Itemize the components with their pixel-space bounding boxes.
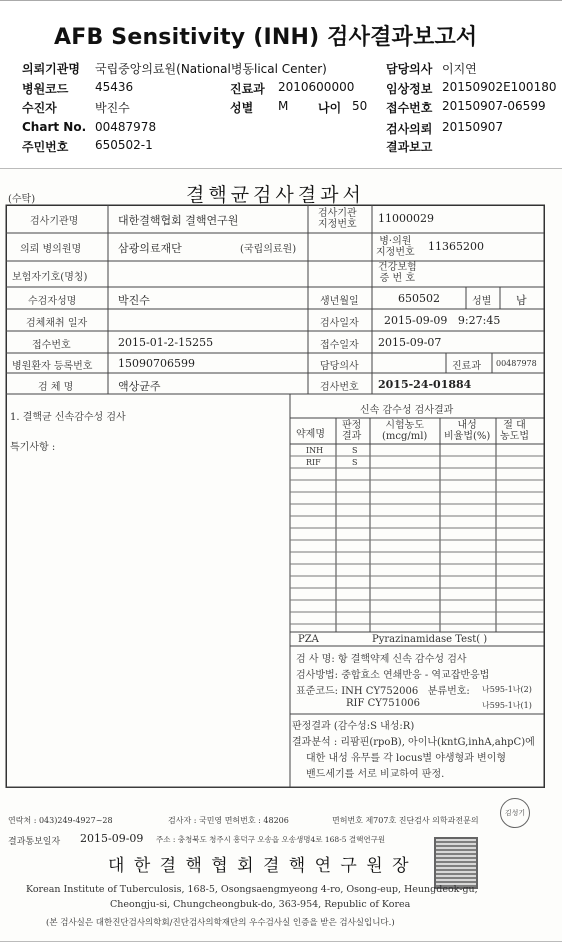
ins-cert-label: 건강보험 증 번 호 bbox=[378, 262, 417, 284]
header-drug: 약제명 bbox=[296, 429, 325, 440]
lab-code-value: 11000029 bbox=[378, 212, 434, 225]
method-line: 검사방법: 중합효소 연쇄반응 - 역교잡반응법 bbox=[296, 670, 490, 681]
chart-label: Chart No. bbox=[22, 120, 87, 134]
lab-label: 검사기관명 bbox=[30, 216, 79, 227]
test-no-label: 검사번호 bbox=[320, 382, 359, 393]
form-sex-label: 성별 bbox=[472, 296, 492, 307]
request-date-label: 검사의뢰 bbox=[386, 122, 433, 136]
header-ratio: 내성 비율법(%) bbox=[444, 420, 491, 442]
address-en: Korean Institute of Tuberculosis, 168-5, Osongsaengmyeong 4-ro, Osong-eup, Heungdeok-gu, bbox=[26, 884, 478, 895]
hospital-code-label: 병원코드 bbox=[22, 82, 69, 96]
method-line: 결과분석 : 리팜핀(rpoB), 아이나(kntG,inhA,ahpC)에 bbox=[292, 737, 535, 748]
patient-value: 박진수 bbox=[95, 101, 130, 115]
dob-value: 650502 bbox=[398, 292, 440, 305]
chart-value: 00487978 bbox=[95, 120, 157, 134]
lab-code-label: 검사기관 지정번호 bbox=[318, 208, 357, 230]
test-item: 1. 결핵균 신속감수성 검사 bbox=[10, 412, 126, 423]
test-no-value: 2015-24-01884 bbox=[378, 378, 472, 391]
patient-label: 수진자 bbox=[22, 101, 57, 115]
clinical-value: 20150902E100180 bbox=[442, 80, 557, 94]
method-line: 검 사 명: 항 결핵약제 신속 감수성 검사 bbox=[296, 654, 467, 665]
hosp-code-label: 병·의원 지정번호 bbox=[376, 236, 415, 258]
dept-value: 2010600000 bbox=[278, 80, 355, 94]
ssn-label: 주민번호 bbox=[22, 140, 69, 154]
reg-no-label: 병원환자 등록번호 bbox=[12, 361, 93, 372]
address-en: Cheongju-si, Chungcheongbuk-do, 363-954, Republic of Korea bbox=[110, 899, 411, 910]
clinical-label: 임상정보 bbox=[386, 82, 433, 96]
method-line: 대한 내성 유무를 각 locus별 야생형과 변이형 bbox=[306, 753, 507, 764]
result-row-drug: INH bbox=[306, 446, 324, 455]
req-hosp-label: 의뢰 병의원명 bbox=[20, 244, 82, 255]
header-absolute: 절 대 농도법 bbox=[500, 420, 529, 442]
method-line: 밴드세기를 서로 비교하여 판정. bbox=[306, 769, 445, 780]
specimen-label: 검 체 명 bbox=[38, 382, 74, 393]
notify-label: 결과통보일자 bbox=[8, 837, 61, 847]
header-conc: 시험농도 (mcg/ml) bbox=[382, 420, 428, 442]
accept-no-label: 접수번호 bbox=[32, 340, 71, 351]
result-label: 결과보고 bbox=[386, 140, 433, 154]
result-row-value: S bbox=[352, 458, 358, 467]
official-seal bbox=[434, 837, 478, 889]
specimen-value: 액상균주 bbox=[118, 380, 161, 393]
form-sex-value: 남 bbox=[516, 294, 527, 307]
test-date-label: 검사일자 bbox=[320, 318, 359, 329]
pza-label: PZA bbox=[298, 634, 319, 645]
age-value: 50 bbox=[352, 99, 368, 113]
form-dept-label: 진료과 bbox=[452, 361, 481, 372]
examinee-value: 박진수 bbox=[118, 294, 150, 307]
notify-date: 2015-09-09 bbox=[80, 832, 144, 845]
hosp-code-value: 11365200 bbox=[428, 240, 484, 253]
pza-text: Pyrazinamidase Test( ) bbox=[372, 634, 488, 645]
req-hosp-sub: (국립의료원) bbox=[240, 244, 297, 255]
request-date-value: 20150907 bbox=[442, 120, 504, 134]
examinee-label: 수검자성명 bbox=[28, 296, 77, 307]
dob-label: 생년월일 bbox=[320, 296, 359, 307]
dept-label: 진료과 bbox=[230, 82, 265, 96]
lab-value: 대한결핵협회 결핵연구원 bbox=[118, 214, 239, 227]
receipt-label: 접수번호 bbox=[386, 101, 433, 115]
certification: (본 검사실은 대한진단검사의학회/진단검사의학재단의 우수검사실 인증을 받은 검사실입니다.) bbox=[46, 918, 395, 928]
reg-no-value: 15090706599 bbox=[118, 357, 195, 370]
examiner: 검사자 : 국민영 면허번호 : 48206 bbox=[168, 816, 289, 825]
method-line: 표준코드: INH CY752006 분류번호: bbox=[296, 686, 470, 697]
physician-label: 담당의사 bbox=[320, 361, 359, 372]
header-result: 판정 결과 bbox=[342, 420, 362, 442]
org-name: 대 한 결 핵 협 회 결 핵 연 구 원 장 bbox=[108, 856, 411, 876]
collect-label: 검체채취 일자 bbox=[26, 318, 88, 329]
accept-date-label: 접수일자 bbox=[320, 340, 359, 351]
method-line: 나595-1나(2) bbox=[482, 685, 532, 694]
license: 면허번호 제707호 진단검사 의학과전문의 bbox=[332, 816, 479, 825]
form-suta: (수탁) bbox=[8, 194, 36, 205]
contact: 연락처 : 043)249-4927~28 bbox=[8, 816, 113, 825]
hospital-code-value: 45436 bbox=[95, 80, 134, 94]
doctor-stamp: 김성기 bbox=[500, 798, 530, 828]
results-title: 신속 감수성 검사결과 bbox=[360, 405, 454, 416]
address: 주소 : 충청북도 청주시 흥덕구 오송읍 오송생명4로 168-5 결핵연구원 bbox=[156, 835, 386, 844]
result-row-drug: RIF bbox=[306, 458, 321, 467]
result-row-value: S bbox=[352, 446, 358, 455]
form-dept-value: 00487978 bbox=[496, 359, 537, 368]
doctor-value: 이지연 bbox=[442, 62, 477, 76]
method-line: 나595-1나(1) bbox=[482, 701, 532, 710]
receipt-value: 20150907-06599 bbox=[442, 99, 546, 113]
accept-no-value: 2015-01-2-15255 bbox=[118, 336, 214, 349]
ssn-value: 650502-1 bbox=[95, 138, 153, 152]
req-hosp-value: 삼광의료재단 bbox=[118, 242, 182, 255]
test-date-value: 2015-09-09 9:27:45 bbox=[384, 314, 501, 327]
insurance-label: 보험자기호(명칭) bbox=[12, 272, 88, 283]
accept-date-value: 2015-09-07 bbox=[378, 336, 442, 349]
request-org-label: 의뢰기관명 bbox=[22, 62, 80, 76]
method-line: 판정결과 (감수성:S 내성:R) bbox=[292, 721, 415, 732]
method-line: RIF CY751006 bbox=[346, 698, 421, 709]
sex-value: M bbox=[278, 99, 289, 113]
age-label: 나이 bbox=[318, 101, 342, 115]
doctor-label: 담당의사 bbox=[386, 62, 433, 76]
sex-label: 성별 bbox=[230, 101, 254, 115]
report-title: AFB Sensitivity (INH) 검사결과보고서 bbox=[54, 25, 478, 50]
remarks-label: 특기사항 : bbox=[10, 442, 56, 453]
request-org-value: 국립중앙의료원(National병동lical Center) bbox=[95, 62, 327, 76]
form-title: 결핵균검사결과서 bbox=[186, 184, 365, 206]
